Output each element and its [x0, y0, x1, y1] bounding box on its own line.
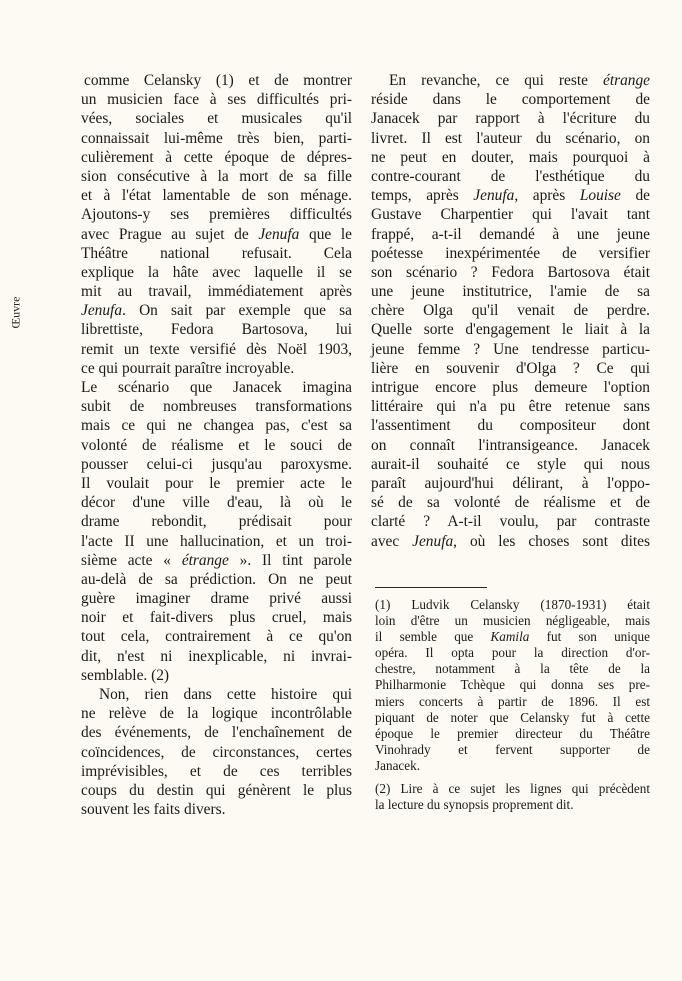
text-line: coïncidences, de circonstances, certes: [81, 743, 352, 761]
footnote-line: Vinohrady et fervent supporter de: [375, 741, 650, 757]
footnote-line: époque le premier directeur du Théâtre: [375, 725, 650, 741]
footnote-line: (1) Ludvik Celansky (1870-1931) était: [375, 597, 650, 612]
text-line: coups du destin qui génèrent le plus: [81, 781, 352, 799]
footnotes: [375, 597, 650, 813]
margin-label: Œuvre: [8, 296, 23, 329]
footnote-line: la lecture du synopsis proprement dit.: [375, 797, 574, 813]
text-line: au-delà de sa prédiction. On ne peut: [81, 570, 352, 588]
footnote-line: loin d'être un musicien négligeable, mais: [375, 613, 650, 629]
text-line: vées, sociales et musicales qu'il: [81, 110, 352, 128]
text-line: des événements, de l'enchaînement de: [81, 724, 352, 742]
text-line: avec Jenufa, où les choses sont dites: [371, 532, 650, 550]
text-line: jeune femme ? Une tendresse particu-: [371, 340, 650, 358]
text-line: comme Celansky (1) et de montrer: [84, 72, 352, 89]
footnote-line: (2) Lire à ce sujet les lignes qui précèdent: [375, 781, 650, 797]
text-line: décor d'une ville d'eau, là où le: [81, 494, 352, 512]
text-line: sion consécutive à la mort de sa fille: [81, 167, 352, 185]
text-line: semblable. (2): [81, 666, 170, 684]
text-line: avec Prague au sujet de Jenufa que le: [81, 225, 352, 243]
text-line: connaissait lui-même très bien, parti-: [81, 129, 352, 147]
footnote-line: miers concerts à partir de 1896. Il est: [375, 693, 650, 709]
text-line: paraît aujourd'hui délirant, à l'oppo-: [371, 474, 650, 492]
text-line: ne peut en douter, mais pourquoi à: [371, 148, 650, 166]
text-line: frappé, a-t-il demandé à une jeune: [371, 225, 650, 243]
text-line: lière en souvenir d'Olga ? Ce qui: [371, 359, 650, 377]
text-line: culièrement à cette époque de dépres-: [81, 148, 352, 166]
text-line: clarté ? A-t-il voulu, par contraste: [371, 513, 650, 531]
text-line: on connaît l'intransigeance. Janacek: [371, 436, 650, 454]
footnote-line: il semble que Kamila fut son unique: [375, 629, 650, 645]
text-line: pousser celui-ci jusqu'au paroxysme.: [81, 455, 352, 473]
text-line: imprévisibles, et de ces terribles: [81, 762, 352, 780]
text-line: sième acte « étrange ». Il tint parole: [81, 551, 352, 569]
footnote-rule: [375, 587, 487, 588]
text-line: l'assentiment du compositeur dont: [371, 417, 650, 435]
text-line: l'acte II une hallucination, et un troi-: [81, 532, 352, 550]
text-line: sé de sa volonté de réalisme et de: [371, 494, 650, 512]
text-line: Non, rien dans cette histoire qui: [99, 686, 352, 703]
text-line: Théâtre national refusait. Cela: [81, 244, 352, 262]
text-line: Ajoutons-y ses premières difficultés: [81, 206, 352, 224]
footnote-line: Janacek.: [375, 757, 421, 773]
text-line: En revanche, ce qui reste étrange: [389, 72, 650, 89]
text-line: ce qui pourrait paraître incroyable.: [81, 359, 295, 377]
text-line: guère imaginer drame privé aussi: [81, 590, 352, 608]
text-line: ne relève de la logique incontrôlable: [81, 705, 352, 723]
text-line: tout cela, contrairement à ce qu'on: [81, 628, 352, 646]
text-line: temps, après Jenufa, après Louise de: [371, 187, 650, 205]
text-line: aurait-il souhaité ce style qui nous: [371, 455, 650, 473]
text-line: souvent les faits divers.: [81, 801, 226, 819]
text-line: et à l'état lamentable de son ménage.: [81, 187, 352, 205]
footnote-1: [375, 597, 650, 774]
text-line: Quelle sorte d'engagement le liait à la: [371, 321, 650, 339]
text-line: mais ce qui ne changea pas, c'est sa: [81, 417, 352, 435]
text-line: un musicien face à ses difficultés pri-: [81, 91, 352, 109]
text-line: Janacek par rapport à l'écriture du: [371, 110, 650, 128]
text-line: chère Olga qu'il venait de perdre.: [371, 302, 650, 320]
text-line: réside dans le comportement de: [371, 91, 650, 109]
text-line: son scénario ? Fedora Bartosova était: [371, 263, 650, 281]
text-line: Il voulait pour le premier acte le: [81, 474, 352, 492]
text-line: livret. Il est l'auteur du scénario, on: [371, 129, 650, 147]
right-column: [371, 71, 650, 551]
text-line: volonté de réalisme et le souci de: [81, 436, 352, 454]
footnote-line: Philharmonie Tchèque qui donna ses pre-: [375, 677, 650, 693]
text-line: mit au travail, immédiatement après: [81, 283, 352, 301]
text-line: Gustave Charpentier qui l'avait tant: [371, 206, 650, 224]
text-line: contre-courant de l'esthétique du: [371, 167, 650, 185]
text-line: explique la hâte avec laquelle il se: [81, 263, 352, 281]
text-line: une jeune institutrice, l'amie de sa: [371, 283, 650, 301]
text-line: littéraire qui n'a pu être retenue sans: [371, 398, 650, 416]
text-line: intrigue encore plus demeure l'option: [371, 379, 650, 396]
text-line: dit, n'est ni inexplicable, ni invrai-: [81, 647, 352, 665]
text-line: librettiste, Fedora Bartosova, lui: [81, 321, 352, 339]
footnote-2: [375, 781, 650, 813]
text-line: noir et fait-divers plus cruel, mais: [81, 609, 352, 627]
footnote-line: opéra. Il opta pour la direction d'or-: [375, 645, 650, 661]
text-line: subit de nombreuses transformations: [81, 398, 352, 416]
text-line: Jenufa. On sait par exemple que sa: [81, 302, 352, 320]
text-line: Le scénario que Janacek imagina: [81, 379, 352, 396]
footnote-line: chestre, notamment à la tête de la: [375, 661, 650, 677]
text-line: poétesse inexpérimentée de versifier: [371, 244, 650, 262]
footnote-line: piquant de noter que Celansky fut à cette: [375, 709, 650, 725]
left-column: [81, 71, 352, 819]
text-line: drame rebondit, prédisait pour: [81, 513, 352, 531]
text-line: remit un texte versifié dès Noël 1903,: [81, 340, 352, 358]
